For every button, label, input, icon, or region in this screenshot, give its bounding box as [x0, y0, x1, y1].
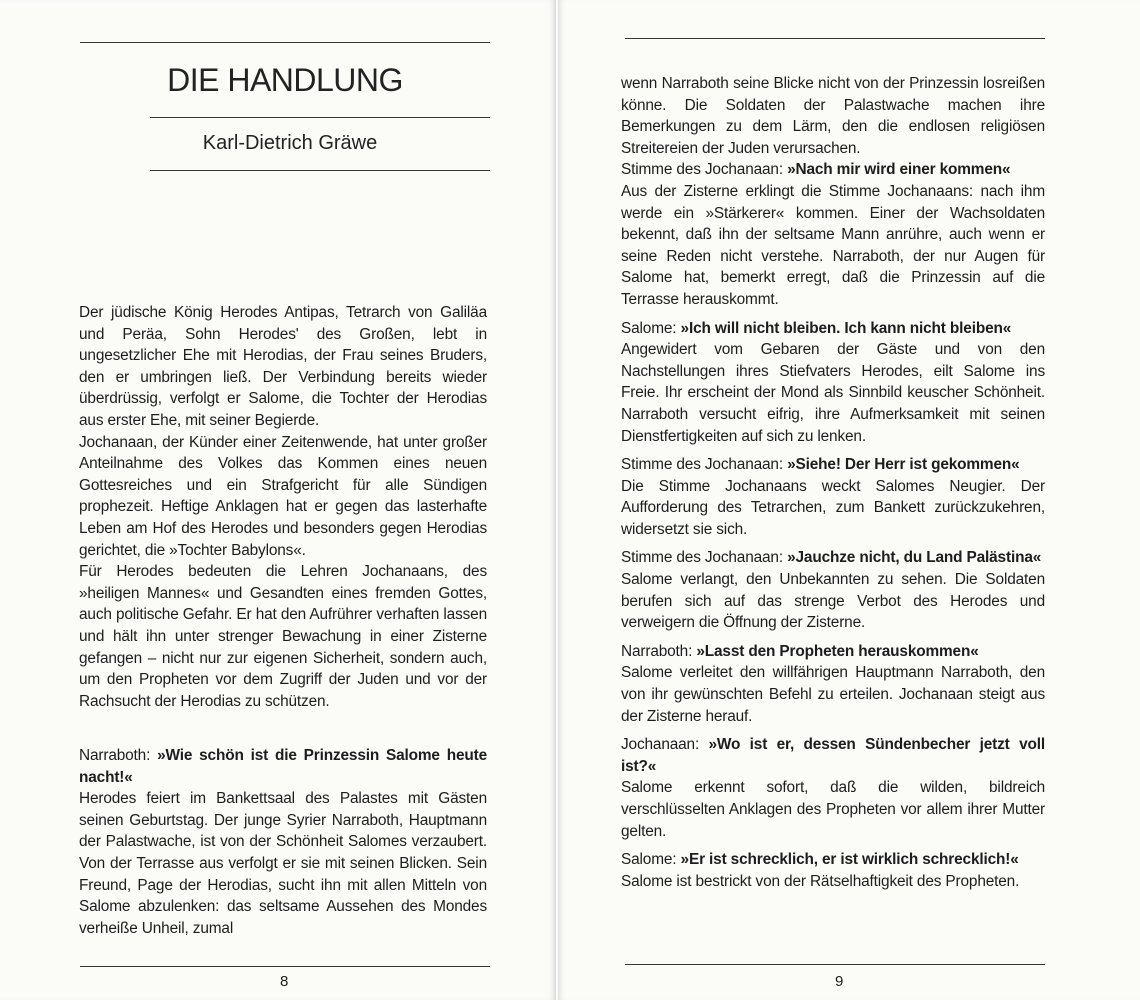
speaker: Narraboth:: [621, 642, 697, 660]
bottom-rule: [80, 966, 490, 967]
section-body: Salome erkennt sofort, daß die wilden, bildreich verschlüsselten Anklagen des Propheten vor allem ihrer Mutter gelten.: [621, 779, 1045, 840]
right-text: [621, 73, 1045, 899]
speaker: Salome:: [621, 319, 681, 337]
quote: »Jauchze nicht, du Land Palästina«: [787, 549, 1042, 567]
section-heading: [621, 547, 1045, 569]
section: [79, 745, 487, 939]
section-body: Salome verlangt, den Unbekannten zu sehen. Die Soldaten berufen sich auf das strenge Verbot des Herodes und verweigern die Öffnung der Zisterne.: [621, 571, 1045, 632]
quote: »Wie schön ist die Prinzessin Salome heute nacht!«: [79, 747, 487, 786]
author-rule: [150, 170, 490, 171]
page-number: 8: [280, 973, 289, 990]
section-heading: [621, 454, 1045, 476]
quote: »Siehe! Der Herr ist gekommen«: [787, 456, 1020, 474]
page-number: 9: [835, 973, 844, 990]
page-title: DIE HANDLUNG: [167, 62, 403, 98]
paragraph: Für Herodes bedeuten die Lehren Jochanaans, des »heiligen Mannes« und Gesandten eines fremden Gottes, auch politische Gefahr. Er hat den Aufrührer verhaften lassen und hält ihn unter strenger Bewachung in einer Zisterne gefangen – nicht nur zur eigenen Sicherheit, sondern auch, um den Propheten vor dem Zugriff der Juden und vor der Rachsucht der Herodias zu schützen.: [79, 563, 487, 710]
speaker: Salome:: [621, 851, 681, 869]
paragraph: Der jüdische König Herodes Antipas, Tetrarch von Galiläa und Peräa, Sohn Herodes' des Großen, lebt in ungesetzlicher Ehe mit Herodias, der Frau seines Bruders, den er umbringen ließ. Der Verbindung bereits wieder überdrüssig, verfolgt er Salome, die Tochter der Herodias aus erster Ehe, mit seiner Begierde.: [79, 304, 487, 429]
section: [621, 641, 1045, 727]
quote: »Wo ist er, dessen Sündenbecher jetzt voll ist?«: [621, 736, 1045, 775]
quote: »Ich will nicht bleiben. Ich kann nicht bleiben«: [680, 319, 1012, 337]
left-page: [0, 0, 556, 1000]
section-body: Salome ist bestrickt von der Rätselhaftigkeit des Propheten.: [621, 872, 1020, 890]
author-name: Karl-Dietrich Gräwe: [202, 132, 378, 154]
section-body: Angewidert vom Gebaren der Gäste und von den Nachstellungen ihres Stiefvaters Herodes, eilt Salome ins Freie. Ihr erscheint der Mond als Sinnbild keuscher Schönheit. Narraboth versucht eifrig, ihre Aufmerksamkeit mit seinen Dienstfertigkeiten auf sich zu lenken.: [621, 341, 1045, 445]
right-page: [558, 0, 1140, 1000]
top-rule: [625, 38, 1045, 39]
quote: »Nach mir wird einer kommen«: [787, 161, 1011, 179]
paragraph: Jochanaan, der Künder einer Zeitenwende, hat unter großer Anteilnahme des Volkes das Kommen eines neuen Gottesreiches und ein Strafgericht für alle Sündigen prophezeit. Heftige Anklagen hat er gegen das lasterhafte Leben am Hof des Herodes und besonders gegen Herodias gerichtet, die »Tochter Babylons«.: [79, 433, 487, 559]
section-body: Die Stimme Jochanaans weckt Salomes Neugier. Der Aufforderung des Tetrarchen, zum Bankett zurückzukehren, widersetzt sie sich.: [621, 477, 1045, 538]
section: [621, 454, 1045, 540]
section-heading: [79, 745, 487, 788]
title-rule: [150, 117, 490, 118]
section: [621, 159, 1045, 310]
section: [621, 547, 1045, 633]
section-heading: [621, 641, 1045, 663]
quote: »Lasst den Propheten herauskommen«: [696, 642, 979, 660]
section: [621, 849, 1045, 892]
top-rule: [80, 42, 490, 43]
intro-text: [79, 302, 487, 712]
section-heading: [621, 734, 1045, 777]
paragraph: wenn Narraboth seine Blicke nicht von der Prinzessin losreißen könne. Die Soldaten der Palastwache machen ihre Bemerkungen zu dem Lärm, den die endlosen religiösen Streitereien der Juden verursachen.: [621, 75, 1045, 157]
speaker: Stimme des Jochanaan:: [621, 456, 788, 474]
bottom-rule: [625, 964, 1045, 965]
section-body: Aus der Zisterne erklingt die Stimme Jochanaans: nach ihm werde ein »Stärkerer« kommen. Einer der Wachsoldaten bekennt, daß ihn der seltsame Mann anrühre, auch wenn er seine Reden nicht verstehe. Narraboth, der nur Augen für Salome hat, bemerkt erregt, daß die Prinzessin auf die Terrasse herauskommt.: [621, 182, 1045, 308]
section: [621, 734, 1045, 842]
speaker: Stimme des Jochanaan:: [621, 161, 788, 179]
speaker: Stimme des Jochanaan:: [621, 549, 788, 567]
section-heading: [621, 318, 1045, 340]
section-body: Salome verleitet den willfährigen Hauptmann Narraboth, den von ihr gewünschten Befehl zu erteilen. Jochanaan steigt aus der Zisterne herauf.: [621, 664, 1045, 725]
section-body: Herodes feiert im Bankettsaal des Palastes mit Gästen seinen Geburtstag. Der junge Syrier Narraboth, Hauptmann der Palastwache, ist von der Schönheit Salomes verzaubert. Von der Terrasse aus verfolgt er sie mit seinen Blicken. Sein Freund, Page der Herodias, sucht ihn mit allen Mitteln von Salome abzulenken: das seltsame Aussehen des Mondes verheiße Unheil, zumal: [79, 790, 487, 937]
section-heading: [621, 849, 1045, 871]
section: [621, 318, 1045, 448]
speaker: Narraboth:: [79, 747, 158, 764]
quote: »Er ist schrecklich, er ist wirklich schrecklich!«: [680, 851, 1019, 869]
speaker: Jochanaan:: [621, 736, 709, 754]
section-heading: [621, 159, 1045, 181]
